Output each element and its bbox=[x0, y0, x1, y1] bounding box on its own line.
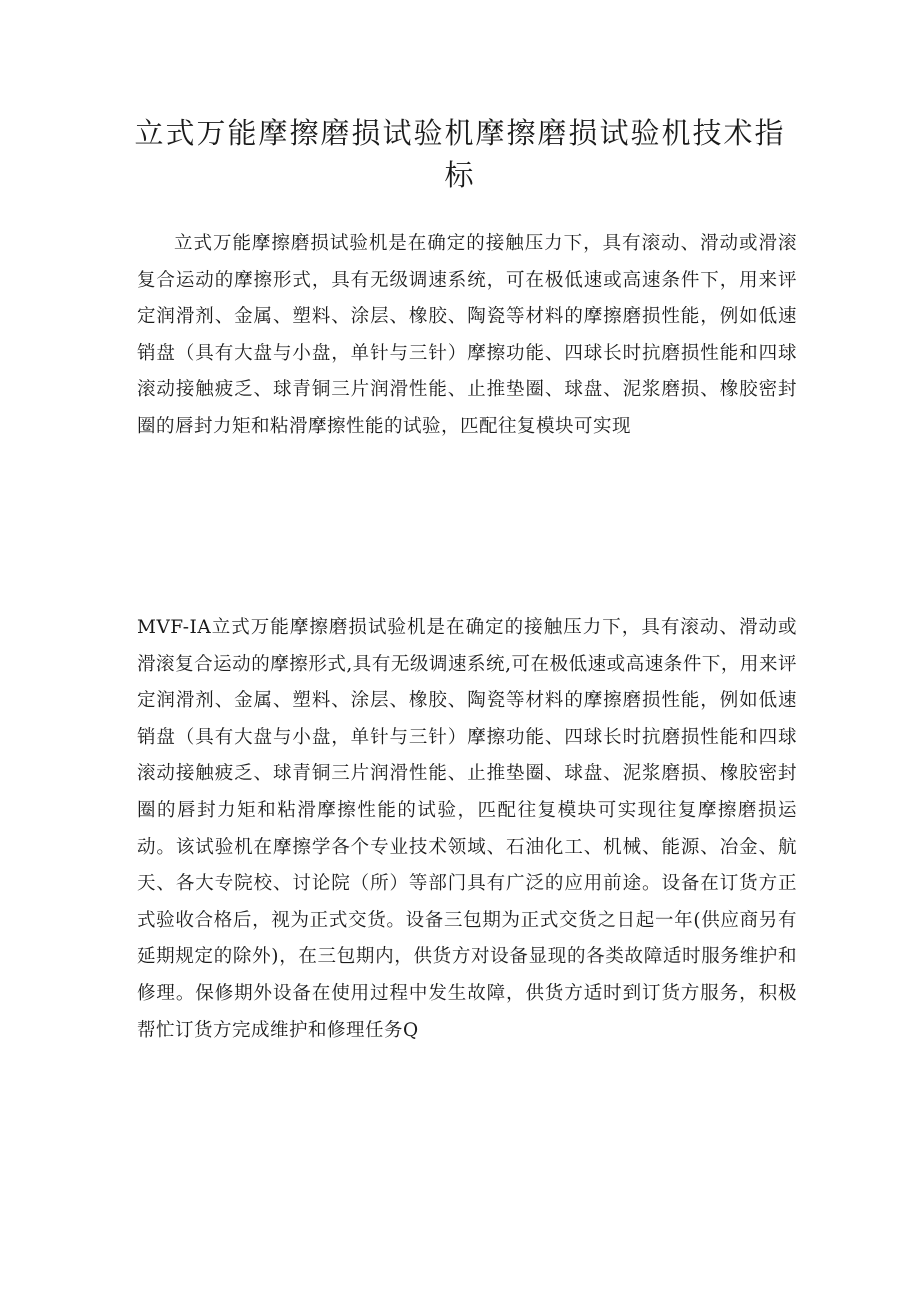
intro-paragraph: 立式万能摩擦磨损试验机是在确定的接触压力下，具有滚动、滑动或滑滚复合运动的摩擦形式，具有无级调速系统，可在极低速或高速条件下，用来评定润滑剂、金属、塑料、涂层、橡胶、陶瓷等材料的摩擦磨损性能，例如低速销盘（具有大盘与小盘，单针与三针）摩擦功能、四球长时抗磨损性能和四球滚动接触疲乏、球青铜三片润滑性能、止推垫圈、球盘、泥浆磨损、橡胶密封圈的唇封力矩和粘滑摩擦性能的试验，匹配往复模块可实现 bbox=[137, 233, 797, 437]
document-title: 立式万能摩擦磨损试验机摩擦磨损试验机技术指标 bbox=[134, 116, 786, 192]
body-paragraph: MVF-IA立式万能摩擦磨损试验机是在确定的接触压力下，具有滚动、滑动或滑滚复合运动的摩擦形式,具有无级调速系统,可在极低速或高速条件下，用来评定润滑剂、金属、塑料、涂层、橡胶、陶瓷等材料的摩擦磨损性能，例如低速销盘（具有大盘与小盘，单针与三针）摩擦功能、四球长时抗磨损性能和四球滚动接触疲乏、球青铜三片润滑性能、止推垫圈、球盘、泥浆磨损、橡胶密封圈的唇封力矩和粘滑摩擦性能的试验，匹配往复模块可实现往复摩擦磨损运动。该试验机在摩擦学各个专业技术领域、石油化工、机械、能源、冶金、航天、各大专院校、讨论院（所）等部门具有广泛的应用前途。设备在订货方正式验收合格后，视为正式交货。设备三包期为正式交货之日起一年(供应商另有延期规定的除外)，在三包期内，供货方对设备显现的各类故障适时服务维护和修理。保修期外设备在使用过程中发生故障，供货方适时到订货方服务，积极帮忙订货方完成维护和修理任务Q bbox=[137, 617, 797, 1041]
